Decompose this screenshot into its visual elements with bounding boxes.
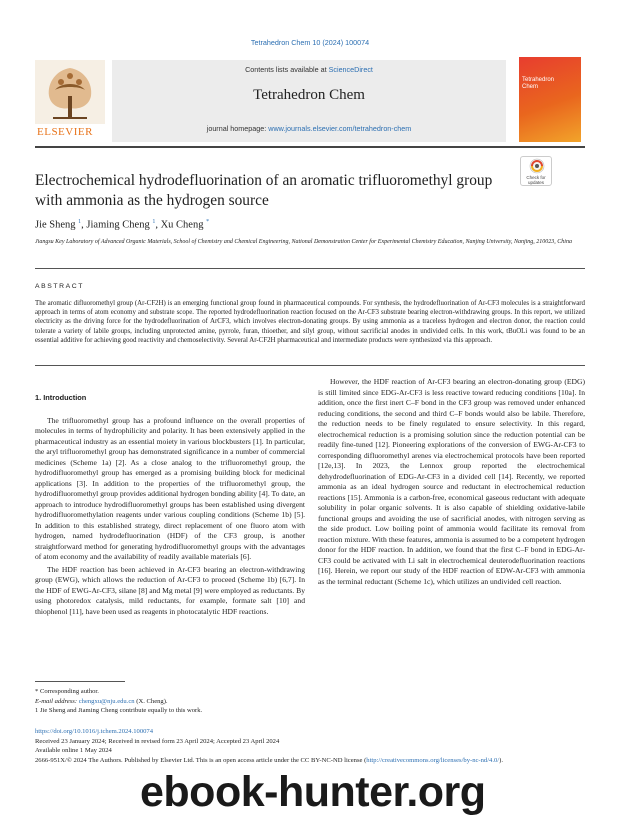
contents-line xyxy=(112,65,506,74)
author-name[interactable]: Jie Sheng xyxy=(35,219,76,231)
author-list: Jie Sheng $^1$, Jiaming Cheng $^1$, Xu Cheng * xyxy=(35,219,210,231)
abstract-heading: ABSTRACT xyxy=(35,283,85,290)
email-label: E-mail address: xyxy=(35,697,79,705)
check-for-updates-button[interactable] xyxy=(520,156,552,186)
abstract-top-divider xyxy=(35,268,585,269)
elsevier-logo xyxy=(35,60,105,142)
email-link[interactable]: chengxu@nju.edu.cn xyxy=(78,697,135,705)
sciencedirect-link[interactable]: ScienceDirect xyxy=(328,65,373,74)
abstract-text: The aromatic difluoromethyl group (Ar-CF2H) is an emerging functional group found in pharmaceutical compounds. For synthesis, the hydrodefluorination of Ar-CF3 molecules is a straightforward approach in terms of atom economy and substrate scope. The reported hydrodefluorination reaction focused on the Ar-CF3 substrate bearing electron-withdrawing groups. In this report, we utilized electricity as the driving force for the hydrodefluorination of ArCF3, which involves electron-donating groups. By using ammonia as a traceless hydrogen and electron donor, the reaction could tolerate a variety of labile groups, including unprotected amine, pyrrole, furan, thioether, and silyl group, without sacrificial anodes in undivided cells. In this work, tBuOLi was found to be an essential additive for achieving good reactivity and chemoselectivity. Several Ar-CF2H pharmaceutical and intermediate products were synthesized via this approach. xyxy=(35,300,585,344)
check-updates-label xyxy=(521,175,551,185)
header-divider xyxy=(35,146,585,148)
body-paragraph: However, the HDF reaction of Ar-CF3 bearing an electron-donating group (EDG) is still limited since EDG-Ar-CF3 is less reactive toward reducing conditions [10a]. In addition, once the first inert C–F bond in the CF3 group was removed under enhanced reducing conditions, the second and third C–F bonds would also be labile. Therefore, the reduction needs to be finely regulated to ensure selectivity. In this regard, electrochemical reduction is a promising solution since the reduction potential can be readily fine-tuned [12]. Pioneering explorations of the conversion of EWG-Ar-CF3 to corresponding difluoromethyl arenes via electrochemical protocols have been reported [12e,13]. In 2023, the Lennox group reported the electrochemical dehydrodefluorination of EDG-Ar-CF3 in a divided cell [14]. Recently, we reported ammonia as an ideal hydrogen source and reductant in electrochemical reduction reactions [15]. Ammonia is a carbon-free, economical gaseous reductant with adequate solubility in polar organic solvents. It is also capable of shielding oxidative-labile functional groups and avoiding the use of sacrificial anodes, with nitrogen serving as the side product. Low boiling point of ammonia would facilitate its removal from reaction mixture. With these features, ammonia is assumed to be a competent hydrogen donor for the HDF reaction. In addition, we found that the first C–F bond in EDG-Ar-CF3 could be activated with Li salt in electrochemical deuterodefluorination reactions [16]. Herein, we report our study of the HDF reaction of EDW-Ar-CF3 with ammonia as the terminal reductant (Scheme 1c), which utilizes an undivided cell reaction. xyxy=(318,377,585,586)
license-link[interactable]: http://creativecommons.org/licenses/by-nc-nd/4.0/ xyxy=(366,756,500,764)
elsevier-tree-icon xyxy=(35,60,105,124)
email-note xyxy=(35,697,315,707)
check-label-line1: Check for xyxy=(526,175,546,180)
author-affiliation: Jiangsu Key Laboratory of Advanced Organic Materials, School of Chemistry and Chemical Engineering, National Demonstration Center for Experimental Chemistry Education, Nanjing University, Nanjing, 210023, China xyxy=(35,239,572,245)
footnote-divider xyxy=(35,681,125,682)
homepage-link[interactable]: www.journals.elsevier.com/tetrahedron-chem xyxy=(268,124,412,133)
journal-header-center xyxy=(112,60,506,142)
journal-cover-image xyxy=(519,57,581,142)
homepage-line xyxy=(112,124,506,133)
author-name[interactable]: Jiaming Cheng xyxy=(86,219,150,231)
journal-header xyxy=(35,60,585,142)
author-footnote-marker[interactable]: * xyxy=(206,219,210,225)
corresponding-author-note: * Corresponding author. xyxy=(35,688,99,695)
cover-title-line1: Tetrahedron xyxy=(522,77,555,83)
article-title: Electrochemical hydrodefluorination of an aromatic trifluoromethyl group with ammonia as the hydrogen source xyxy=(35,172,493,209)
received-dates: Received 23 January 2024; Received in revised form 23 April 2024; Accepted 23 April 2024 xyxy=(35,737,280,745)
available-online-date: Available online 1 May 2024 xyxy=(35,747,112,754)
license-suffix: ). xyxy=(499,756,503,764)
check-label-line2: updates xyxy=(527,180,544,185)
footnotes xyxy=(35,687,315,716)
body-paragraph: The HDF reaction has been achieved in Ar-CF3 bearing an electron-withdrawing group (EWG), which allows the reduction of Ar-CF3 to proceed (Scheme 1b) [6,7]. In the HDF of EWG-Ar-CF3, silane [8] and Mg metal [9] were employed as reductants. By using photoredox catalysis, mild reductants, for example, formate salt [10] and thiophenol [11], have been used as reagents in photocatalytic HDF reactions. xyxy=(35,564,305,616)
publisher-name: ELSEVIER xyxy=(37,126,93,138)
author-footnote-marker[interactable]: 1 xyxy=(78,219,82,225)
homepage-prefix: journal homepage: xyxy=(206,124,269,133)
cover-title-line2: Chem xyxy=(522,84,539,90)
author-name[interactable]: Xu Cheng xyxy=(160,219,204,231)
journal-reference-link[interactable]: Tetrahedron Chem 10 (2024) 100074 xyxy=(250,38,370,47)
abstract-bottom-divider xyxy=(35,365,585,366)
email-suffix: (X. Cheng). xyxy=(134,697,168,705)
article-metadata xyxy=(35,727,585,765)
equal-contribution-note: 1 Jie Sheng and Jiaming Cheng contribute equally to this work. xyxy=(35,707,203,714)
journal-name: Tetrahedron Chem xyxy=(253,87,365,103)
contents-prefix: Contents lists available at xyxy=(245,65,329,74)
section-heading-introduction: 1. Introduction xyxy=(35,393,87,402)
doi-link[interactable]: https://doi.org/10.1016/j.tchem.2024.100074 xyxy=(35,728,154,735)
license-statement xyxy=(35,756,585,766)
check-updates-icon xyxy=(521,157,553,175)
author-footnote-marker[interactable]: 1 xyxy=(152,219,156,225)
body-column-left xyxy=(35,393,305,619)
watermark-text: ebook-hunter.org xyxy=(140,768,486,816)
license-prefix: 2666-951X/© 2024 The Authors. Published by Elsevier Ltd. This is an open access article under the CC BY-NC-ND license ( xyxy=(35,756,367,764)
body-paragraph: The trifluoromethyl group has a profound influence on the overall properties of molecules in terms of hydrophilicity and polarity. It has been extensively applied in the pharmaceutical industry as an essential moiety in various blockbusters [1]. In particular, the aryl trifluoromethyl group has demonstrated significance in a number of commercial medicines (Scheme 1a) [2]. As a close analog to the trifluoromethyl group, the hydrodifluoromethyl group has emerged as a promising building block for medicinal applications [3]. In addition to the properties of the trifluoromethyl group, the hydrodifluoromethyl group provides additional hydrogen bonding ability [4]. To date, an approach to introduce hydrodifluoromethyl groups has been established using divergent hydrodifluoromethylation reagents under various coupling conditions (Scheme 1b) [5]. In addition to this established strategy, direct replacement of one fluoro atom with hydrogen, named hydrodefluorination (HDF) of the CF3 group, is another straightforward method for generating hydrodifluoromethyl groups with the advantages of atom economy and the availability of readily available materials [6]. xyxy=(35,415,305,561)
cover-title xyxy=(522,77,554,91)
body-column-right xyxy=(318,377,585,589)
